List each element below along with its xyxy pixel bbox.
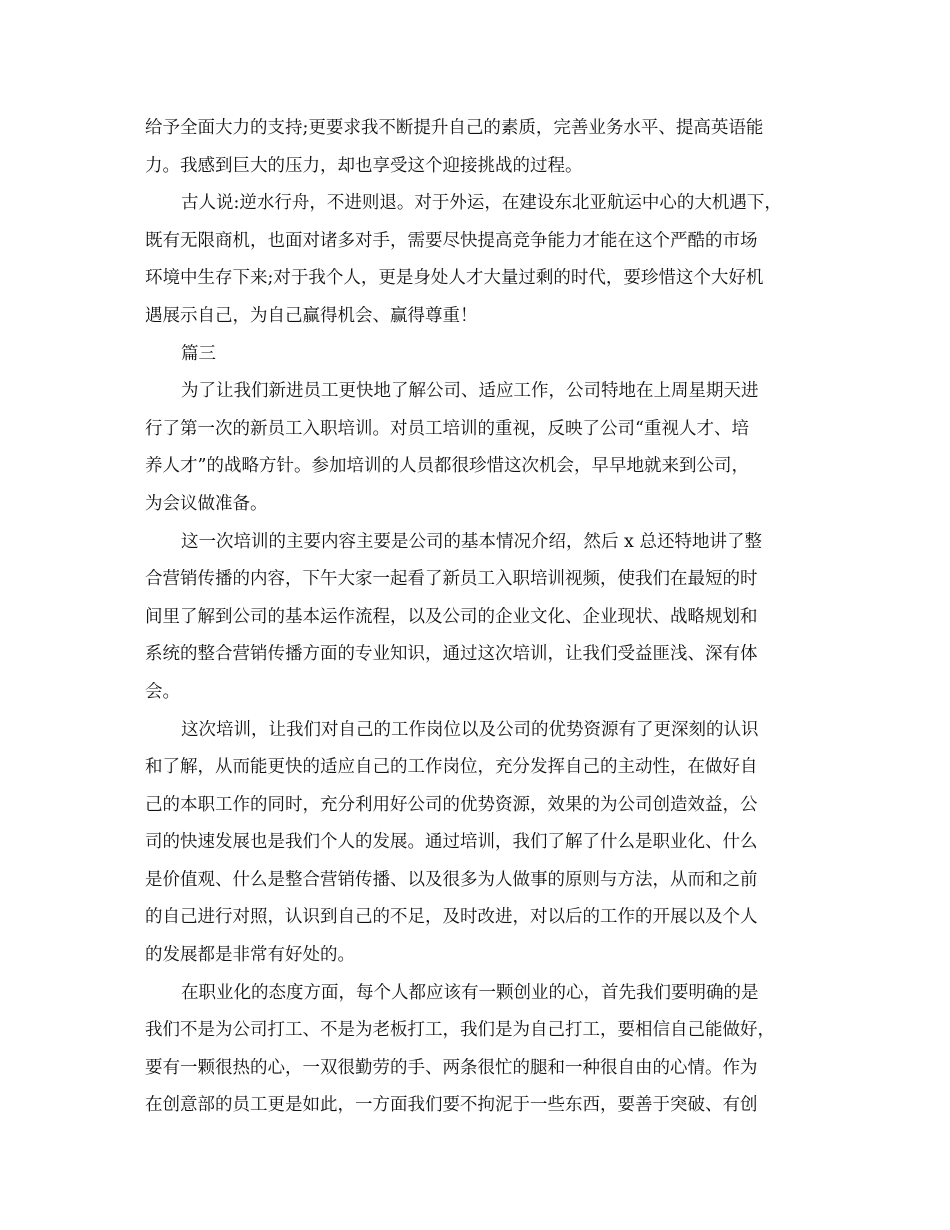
text-line: 力。我感到巨大的压力，却也享受这个迎接挑战的过程。 [145,155,583,176]
text-line: 既有无限商机，也面对诸多对手，需要尽快提高竞争能力才能在这个严酷的市场 [145,230,758,251]
paragraph-first-line: 这一次培训的主要内容主要是公司的基本情况介绍，然后 x 总还特地讲了整 [181,531,762,552]
text-line: 己的本职工作的同时，充分利用好公司的优势资源，效果的为公司创造效益，公 [145,794,758,815]
text-line: 间里了解到公司的基本运作流程，以及公司的企业文化、企业现状、战略规划和 [145,606,758,627]
paragraph-first-line: 篇三 [181,343,216,364]
text-line: 系统的整合营销传播方面的专业知识，通过这次培训，让我们受益匪浅、深有体 [145,644,758,665]
paragraph-first-line: 在职业化的态度方面，每个人都应该有一颗创业的心，首先我们要明确的是 [181,982,759,1003]
text-line: 和了解，从而能更快的适应自己的工作岗位，充分发挥自己的主动性，在做好自 [145,757,758,778]
text-line: 我们不是为公司打工、不是为老板打工，我们是为自己打工，要相信自己能做好， [145,1020,775,1041]
text-line: 环境中生存下来;对于我个人，更是身处人才大量过剩的时代，要珍惜这个大好机 [145,268,764,289]
text-line: 遇展示自己，为自己赢得机会、赢得尊重！ [145,305,478,326]
text-line: 养人才”的战略方针。参加培训的人员都很珍惜这次机会，早早地就来到公司， [145,456,749,477]
text-line: 是价值观、什么是整合营销传播、以及很多为人做事的原则与方法，从而和之前 [145,869,758,890]
text-line: 给予全面大力的支持;更要求我不断提升自己的素质，完善业务水平、提高英语能 [145,118,764,138]
text-line: 行了第一次的新员工入职培训。对员工培训的重视，反映了公司“重视人才、培 [145,418,749,439]
text-line: 会。 [145,681,180,702]
paragraph-first-line: 这次培训，让我们对自己的工作岗位以及公司的优势资源有了更深刻的认识 [181,719,759,740]
text-line: 的发展都是非常有好处的。 [145,945,355,966]
text-line: 合营销传播的内容，下午大家一起看了新员工入职培训视频，使我们在最短的时 [145,569,758,590]
text-line: 为会议做准备。 [145,493,268,514]
document-body-text [145,110,825,1125]
text-line: 要有一颗很热的心，一双很勤劳的手、两条很忙的腿和一种很自由的心情。作为 [145,1057,758,1078]
paragraph-first-line: 古人说:逆水行舟，不进则退。对于外运，在建设东北亚航运中心的大机遇下， [181,193,782,214]
paragraph-first-line: 为了让我们新进员工更快地了解公司、适应工作，公司特地在上周星期天进 [181,381,759,402]
text-line: 司的快速发展也是我们个人的发展。通过培训，我们了解了什么是职业化、什么 [145,832,758,853]
text-line: 的自己进行对照，认识到自己的不足，及时改进，对以后的工作的开展以及个人 [145,907,758,928]
text-line: 在创意部的员工更是如此，一方面我们要不拘泥于一些东西，要善于突破、有创 [145,1095,758,1116]
